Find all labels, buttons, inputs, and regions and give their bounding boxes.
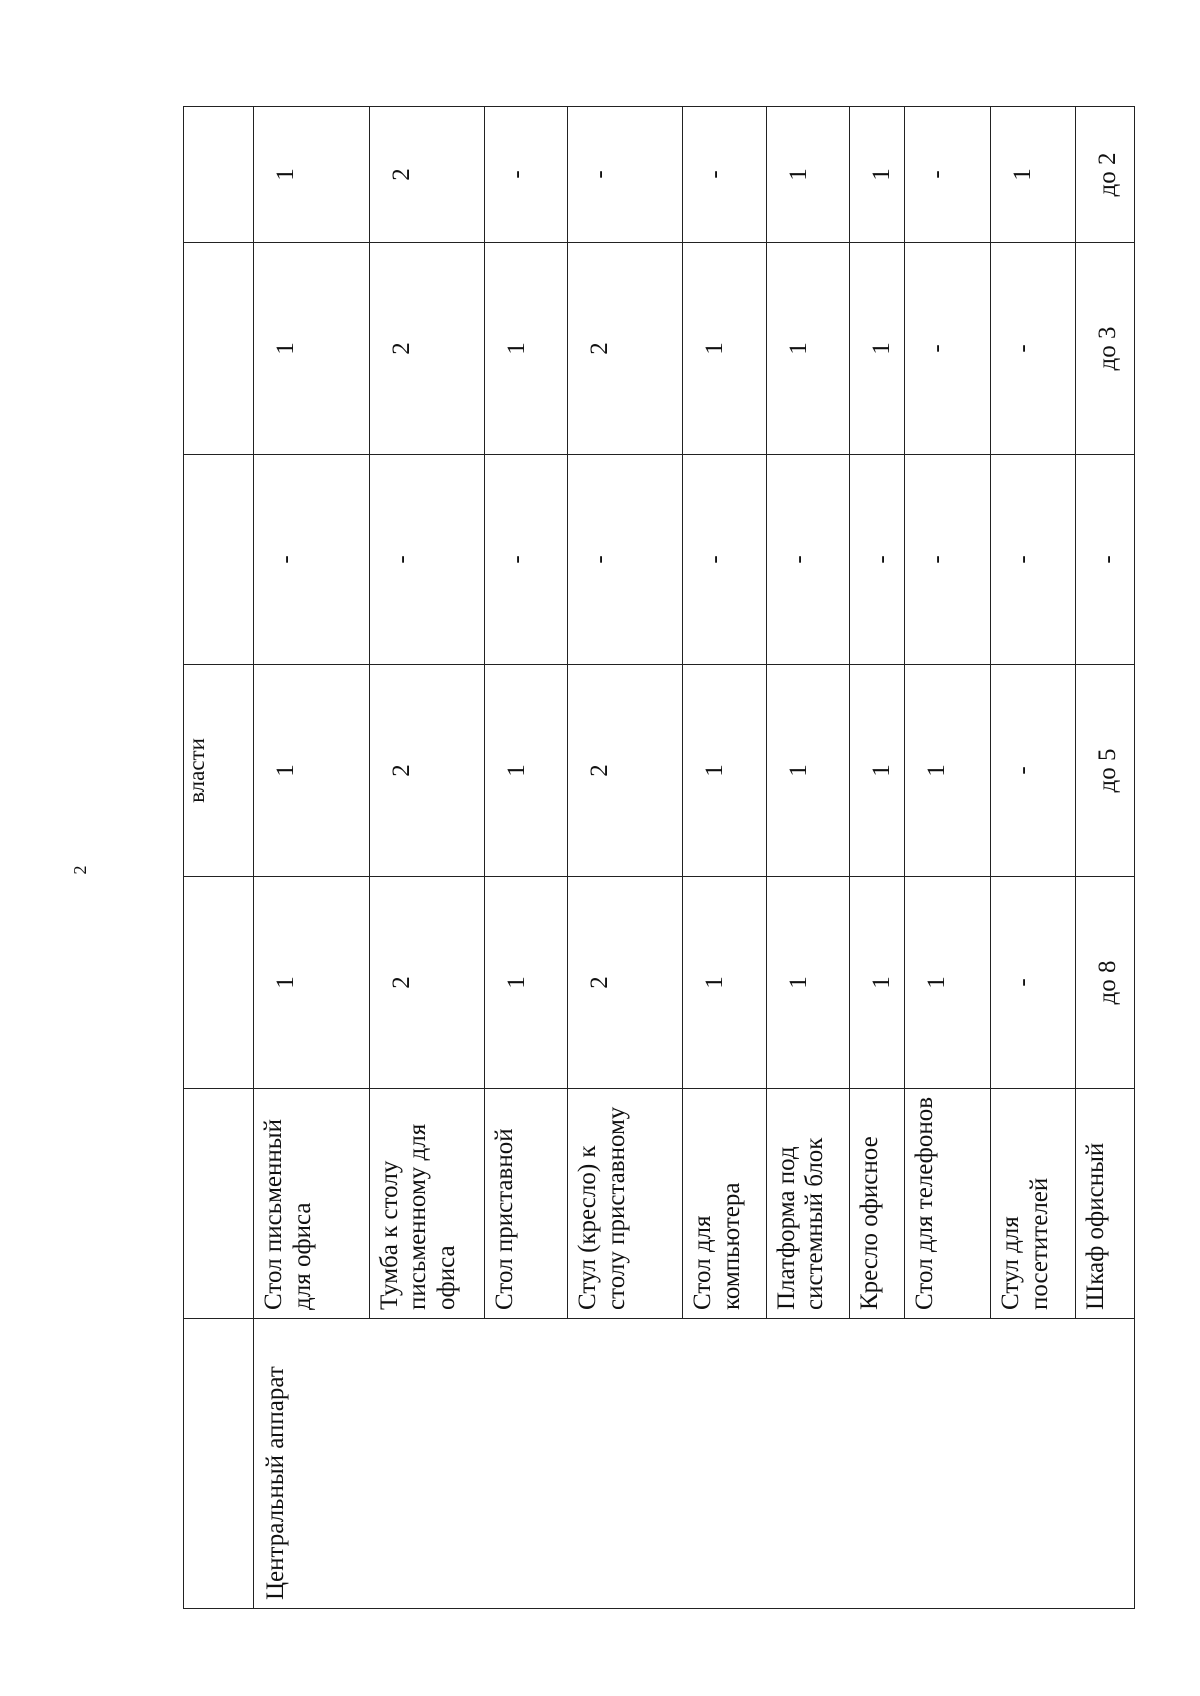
table-body — [184, 107, 1135, 1609]
value-cell: - — [568, 107, 683, 243]
value-cell: - — [990, 877, 1075, 1089]
value-cell: 2 — [369, 107, 484, 243]
value-cell: 2 — [568, 877, 683, 1089]
page-number: 2 — [70, 865, 90, 875]
value-cell: 1 — [254, 107, 369, 243]
table-row — [254, 107, 369, 1609]
value-cell: - — [484, 107, 567, 243]
value-cell: - — [254, 455, 369, 665]
item-name: Стол для телефонов — [905, 1089, 990, 1319]
value-cell: 1 — [484, 665, 567, 877]
value-cell: 1 — [766, 107, 849, 243]
value-cell: 1 — [683, 243, 766, 455]
value-cell: - — [1076, 455, 1135, 665]
rotated-table-container — [183, 107, 1135, 1609]
value-cell: 1 — [990, 107, 1075, 243]
value-cell: 2 — [369, 243, 484, 455]
value-cell: - — [484, 455, 567, 665]
header-fragment: власти — [184, 665, 254, 877]
value-cell: 1 — [683, 877, 766, 1089]
item-name: Стул для посетителей — [990, 1089, 1075, 1319]
item-name: Стул (кресло) к столу приставному — [568, 1089, 683, 1319]
value-cell: - — [369, 455, 484, 665]
item-name: Кресло офисное — [849, 1089, 905, 1319]
item-name: Стол приставной — [484, 1089, 567, 1319]
value-cell: 1 — [849, 243, 905, 455]
value-cell: - — [849, 455, 905, 665]
value-cell: 1 — [484, 243, 567, 455]
item-name: Платформа под системный блок — [766, 1089, 849, 1319]
value-cell: 2 — [369, 665, 484, 877]
value-cell: 1 — [766, 877, 849, 1089]
value-cell: - — [905, 243, 990, 455]
value-cell: 1 — [849, 107, 905, 243]
value-cell: - — [683, 455, 766, 665]
value-cell: 1 — [254, 665, 369, 877]
value-cell: 2 — [568, 243, 683, 455]
value-cell: 1 — [849, 877, 905, 1089]
value-cell: 1 — [766, 243, 849, 455]
table-cell — [184, 455, 254, 665]
value-cell: 1 — [849, 665, 905, 877]
value-cell: 1 — [254, 877, 369, 1089]
value-cell: 1 — [254, 243, 369, 455]
item-name: Стол письменный для офиса — [254, 1089, 369, 1319]
value-cell: - — [990, 455, 1075, 665]
item-name: Стол для компьютера — [683, 1089, 766, 1319]
table-cell — [184, 1319, 254, 1609]
table-cell — [184, 243, 254, 455]
item-name: Тумба к столу письменному для офиса — [369, 1089, 484, 1319]
table-cell — [184, 107, 254, 243]
value-cell: - — [905, 455, 990, 665]
value-cell: до 5 — [1076, 665, 1135, 877]
table-cell — [184, 877, 254, 1089]
value-cell: 1 — [905, 665, 990, 877]
value-cell: - — [990, 665, 1075, 877]
value-cell: - — [766, 455, 849, 665]
section-cell: Центральный аппарат — [254, 1319, 1135, 1609]
table-cell — [184, 1089, 254, 1319]
value-cell: 1 — [484, 877, 567, 1089]
value-cell: 2 — [568, 665, 683, 877]
value-cell: - — [990, 243, 1075, 455]
value-cell: 2 — [369, 877, 484, 1089]
value-cell: - — [905, 107, 990, 243]
value-cell: 1 — [766, 665, 849, 877]
value-cell: 1 — [683, 665, 766, 877]
value-cell: до 2 — [1076, 107, 1135, 243]
value-cell: до 3 — [1076, 243, 1135, 455]
equipment-table — [183, 106, 1135, 1609]
table-row-header-continuation — [184, 107, 254, 1609]
item-name: Шкаф офисный — [1076, 1089, 1135, 1319]
value-cell: 1 — [905, 877, 990, 1089]
value-cell: - — [683, 107, 766, 243]
value-cell: до 8 — [1076, 877, 1135, 1089]
value-cell: - — [568, 455, 683, 665]
